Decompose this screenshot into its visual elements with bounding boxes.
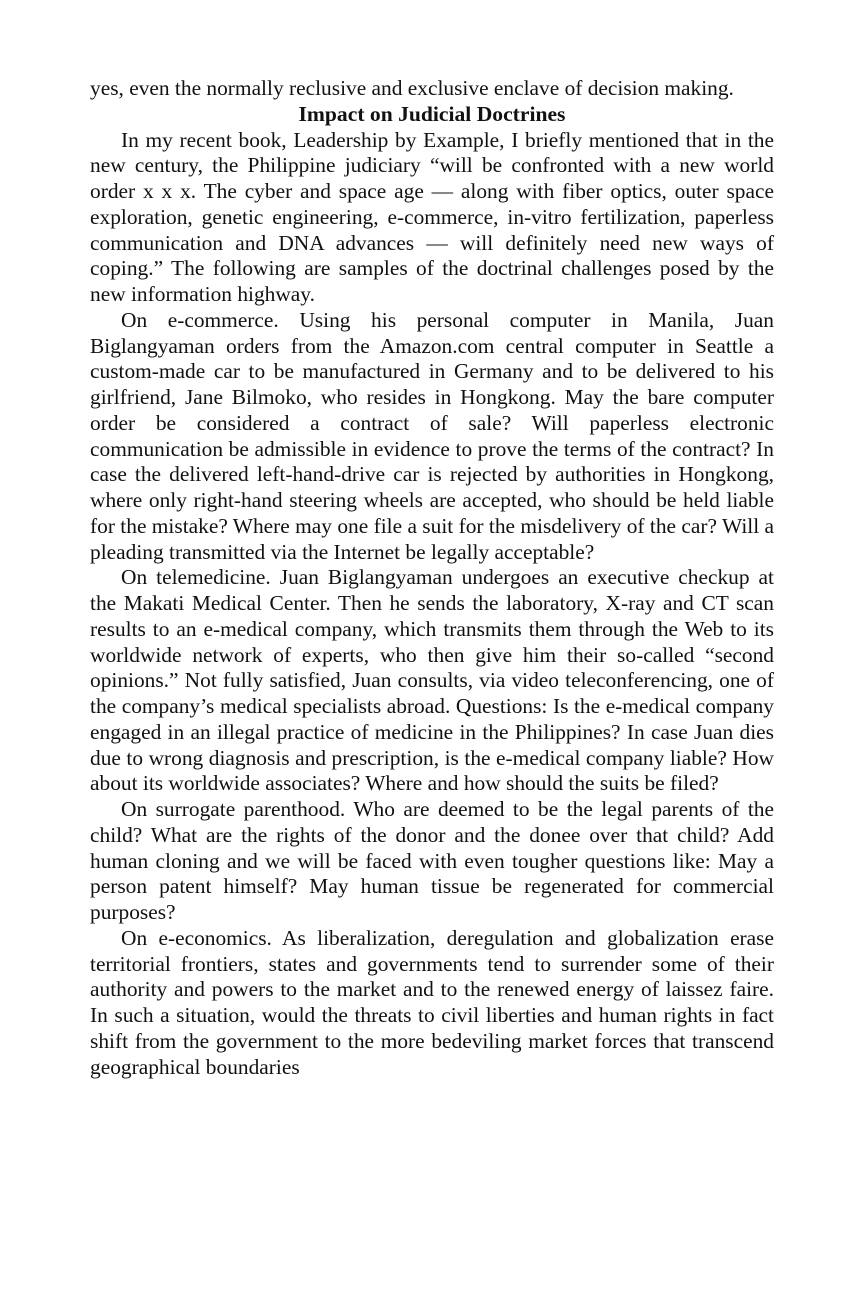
continuation-paragraph: yes, even the normally reclusive and exclusive enclave of decision making.	[90, 76, 734, 100]
paragraph-e-commerce: On e-commerce. Using his personal computer in Manila, Juan Biglangyaman orders from the Amazon.com central computer in Seattle a custom-made car to be manufactured in Germany and to be delivered to his girlfriend, Jane Bilmoko, who resides in Hongkong. May the bare computer order be considered a contract of sale? Will paperless electronic communication be admissible in evidence to prove the terms of the contract? In case the delivered left-hand-drive car is rejected by authorities in Hongkong, where only right-hand steering wheels are accepted, who should be held liable for the mistake? Where may one file a suit for the misdelivery of the car? Will a pleading transmitted via the Internet be legally acceptable?	[90, 307, 774, 564]
paragraph-intro: In my recent book, Leadership by Example, I briefly mentioned that in the new century, the Philippine judiciary “will be confronted with a new world order x x x. The cyber and space age — along with fiber optics, outer space exploration, genetic engineering, e-commerce, in-vitro fertilization, paperless communication and DNA advances — will definitely need new ways of coping.” The following are samples of the doctrinal challenges posed by the new information highway.	[90, 127, 774, 306]
page-body	[90, 76, 774, 1080]
paragraph-surrogate-parenthood: On surrogate parenthood. Who are deemed to be the legal parents of the child? What are the rights of the donor and the donee over that child? Add human cloning and we will be faced with even tougher questions like: May a person patent himself? May human tissue be regenerated for commercial purposes?	[90, 797, 774, 924]
paragraph-telemedicine: On telemedicine. Juan Biglangyaman undergoes an executive checkup at the Makati Medical Center. Then he sends the laboratory, X-ray and CT scan results to an e-medical company, which transmits them through the Web to its worldwide network of experts, who then give him their so-called “second opinions.” Not fully satisfied, Juan consults, via video teleconferencing, one of the company’s medical specialists abroad. Questions: Is the e-medical company engaged in an illegal practice of medicine in the Philippines? In case Juan dies due to wrong diagnosis and prescription, is the e-medical company liable? How about its worldwide associates? Where and how should the suits be filed?	[90, 565, 774, 796]
paragraph-e-economics: On e-economics. As liberalization, deregulation and globalization erase territorial frontiers, states and governments tend to surrender some of their authority and powers to the market and to the renewed energy of laissez faire. In such a situation, would the threats to civil liberties and human rights in fact shift from the government to the more bedeviling market forces that transcend geographical boundaries	[90, 925, 774, 1079]
section-heading: Impact on Judicial Doctrines	[298, 101, 566, 126]
